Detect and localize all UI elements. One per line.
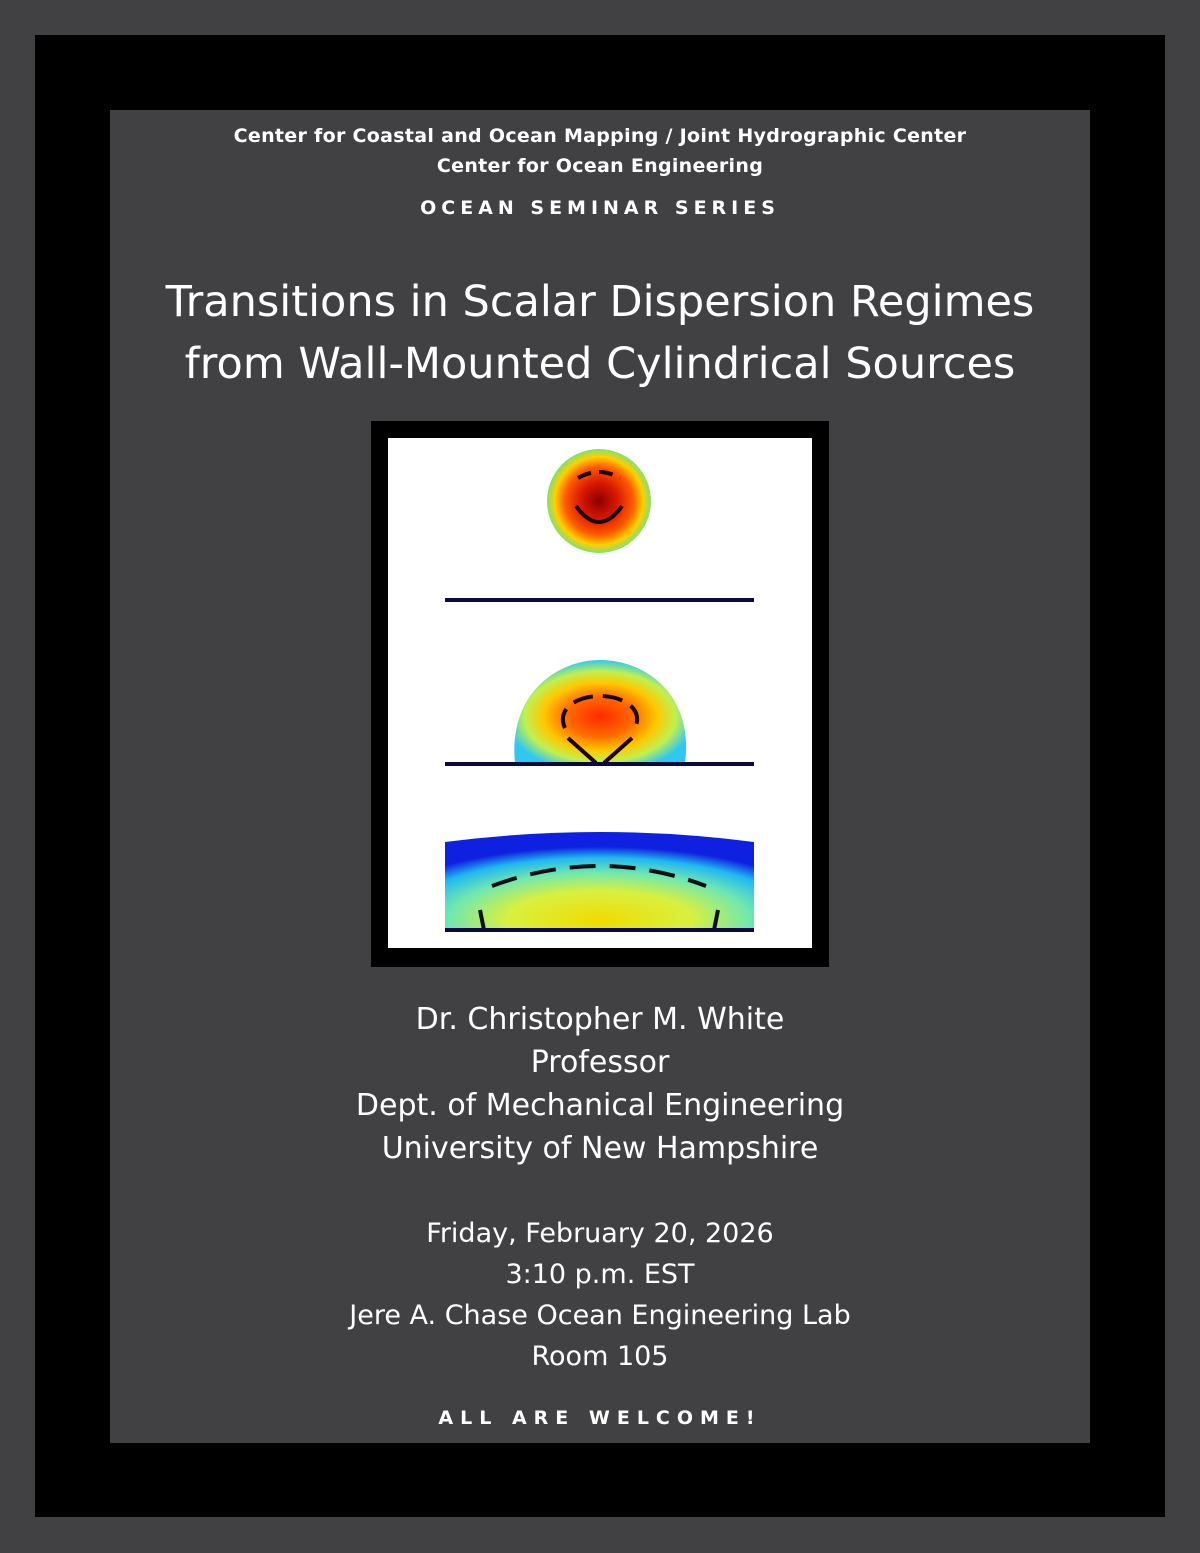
wall-mounted-plume bbox=[514, 660, 686, 763]
speaker-institution: University of New Hampshire bbox=[381, 1131, 819, 1166]
plume-figure bbox=[388, 438, 812, 948]
free-source-plume bbox=[547, 449, 651, 553]
spread-plume bbox=[445, 832, 754, 930]
speaker-name: Dr. Christopher M. White bbox=[415, 1002, 785, 1037]
event-room: Room 105 bbox=[531, 1341, 669, 1372]
poster-panel bbox=[110, 110, 1090, 1443]
figure-frame bbox=[371, 421, 829, 967]
header-organization: Center for Coastal and Ocean Mapping / Joint Hydrographic Center bbox=[233, 125, 967, 147]
seminar-title-line2: from Wall-Mounted Cylindrical Sources bbox=[184, 339, 1016, 389]
event-time: 3:10 p.m. EST bbox=[505, 1259, 695, 1290]
speaker-department: Dept. of Mechanical Engineering bbox=[355, 1088, 845, 1123]
seminar-series-label: OCEAN SEMINAR SERIES bbox=[420, 197, 780, 219]
seminar-title-line1: Transitions in Scalar Dispersion Regimes bbox=[165, 277, 1035, 327]
welcome-message: ALL ARE WELCOME! bbox=[438, 1407, 762, 1429]
scalar-plume-illustration bbox=[388, 438, 812, 948]
speaker-position: Professor bbox=[530, 1045, 670, 1080]
header-center: Center for Ocean Engineering bbox=[436, 155, 764, 177]
event-date: Friday, February 20, 2026 bbox=[426, 1218, 774, 1249]
event-location: Jere A. Chase Ocean Engineering Lab bbox=[349, 1300, 851, 1331]
